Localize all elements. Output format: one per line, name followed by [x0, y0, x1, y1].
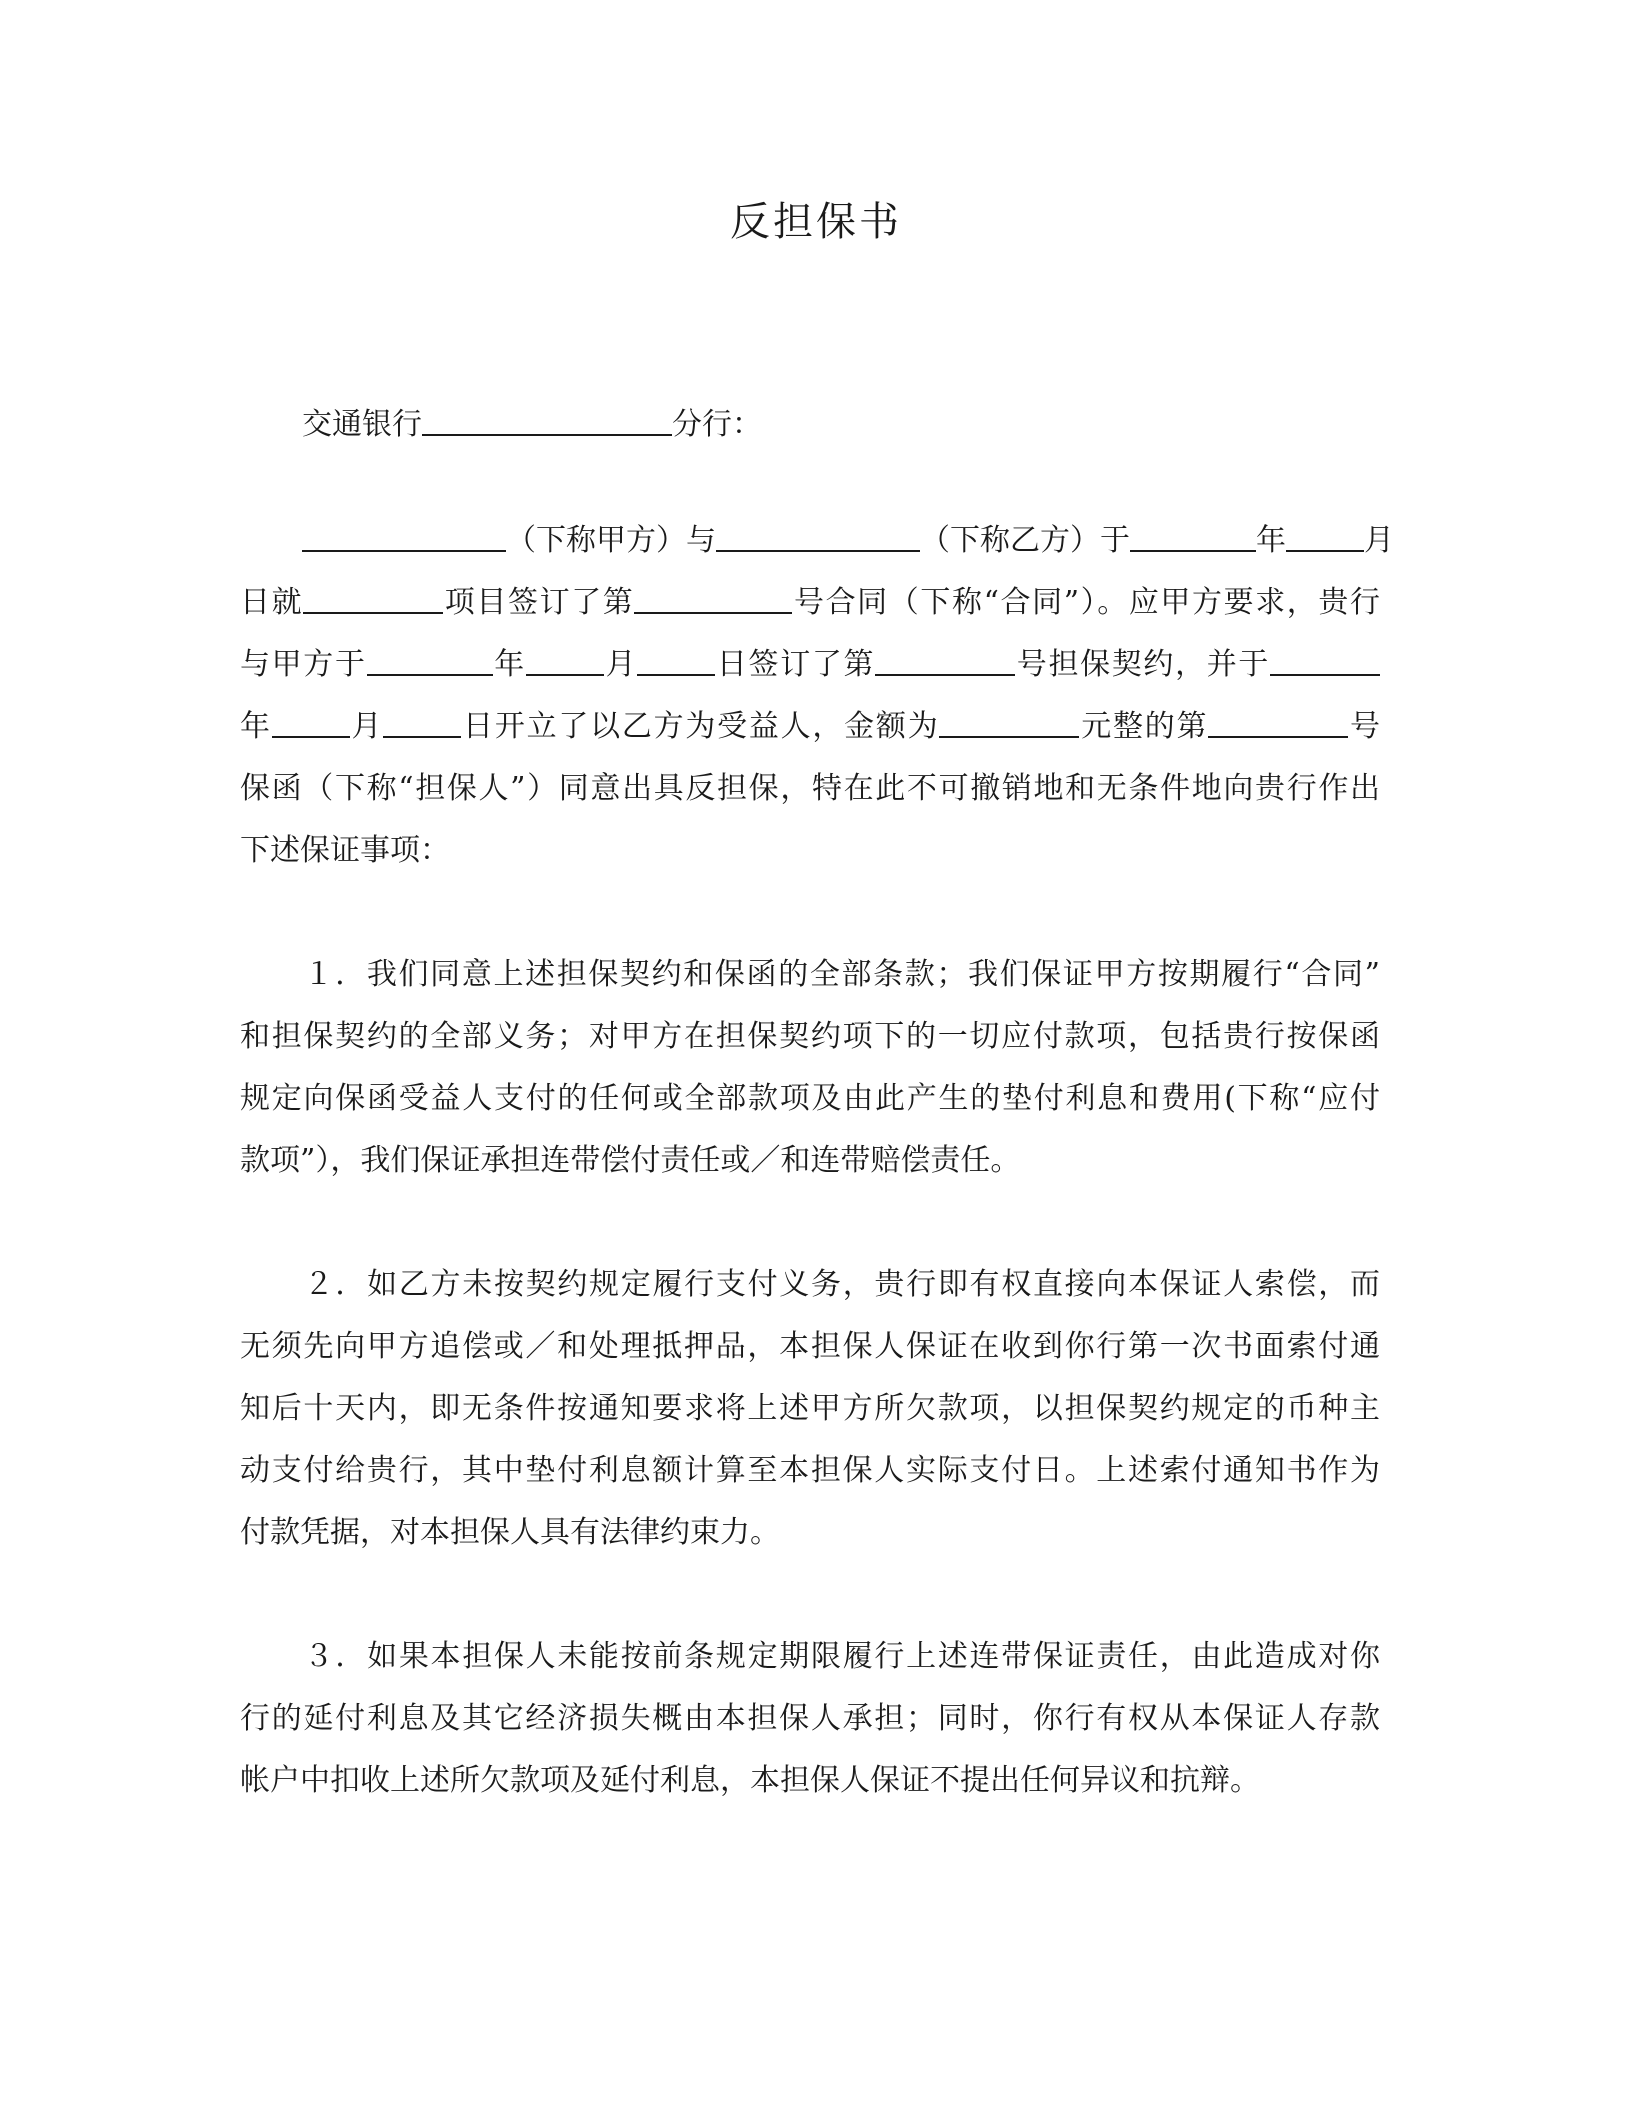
intro-text: 下述保证事项：: [240, 833, 450, 868]
salutation-suffix: 分行：: [672, 407, 762, 442]
issue-day-field[interactable]: [383, 710, 461, 738]
party-a-field[interactable]: [302, 524, 506, 552]
clause-text: 行的延付利息及其它经济损失概由本担保人承担；同时，你行有权从本保证人存款: [240, 1701, 1380, 1736]
project-name-field[interactable]: [303, 586, 443, 614]
guarantee-month-field[interactable]: [526, 648, 604, 676]
intro-text: 年: [492, 647, 526, 682]
issue-month-field[interactable]: [272, 710, 350, 738]
intro-text: 元整的第: [1079, 709, 1209, 744]
clause-1: [240, 944, 1380, 1192]
clause-text: 帐户中扣收上述所欠款项及延付利息，本担保人保证不提出任何异议和抗辩。: [240, 1763, 1260, 1798]
intro-text: 号合同（下称“合同”）。应甲方要求，贵行: [792, 585, 1381, 620]
intro-text: 号担保契约，并于: [1015, 647, 1271, 682]
intro-text: （下称甲方）与: [506, 523, 716, 558]
intro-text: 日签订了第: [715, 647, 876, 682]
intro-text: 月: [349, 709, 384, 744]
salutation: [240, 394, 1380, 456]
clause-text: ３．如果本担保人未能按前条规定期限履行上述连带保证责任，由此造成对你: [302, 1639, 1380, 1674]
clause-text: 付款凭据，对本担保人具有法律约束力。: [240, 1515, 780, 1550]
party-b-field[interactable]: [716, 524, 920, 552]
amount-field[interactable]: [939, 710, 1079, 738]
clause-text: 和担保契约的全部义务；对甲方在担保契约项下的一切应付款项，包括贵行按保函: [240, 1019, 1380, 1054]
clause-3: [240, 1626, 1380, 1812]
contract-year-field[interactable]: [1130, 524, 1256, 552]
intro-text: 与甲方于: [240, 647, 367, 682]
intro-text: 日开立了以乙方为受益人，金额为: [461, 709, 940, 744]
clause-text: 规定向保函受益人支付的任何或全部款项及由此产生的垫付利息和费用(下称“应付: [240, 1081, 1380, 1116]
contract-month-field[interactable]: [1286, 524, 1364, 552]
clause-text: 款项”），我们保证承担连带偿付责任或／和连带赔偿责任。: [240, 1143, 1021, 1178]
intro-text: 月: [1364, 523, 1394, 558]
contract-number-field[interactable]: [634, 586, 792, 614]
clause-2: [240, 1254, 1380, 1564]
intro-text: 月: [603, 647, 638, 682]
issue-year-field[interactable]: [1270, 648, 1380, 676]
guarantee-day-field[interactable]: [637, 648, 715, 676]
salutation-prefix: 交通银行: [302, 407, 422, 442]
document-title: 反担保书: [730, 199, 902, 245]
branch-name-field[interactable]: [422, 408, 672, 436]
letter-number-field[interactable]: [1208, 710, 1348, 738]
intro-text: 年: [1256, 523, 1286, 558]
clause-text: ２．如乙方未按契约规定履行支付义务，贵行即有权直接向本保证人索偿，而: [302, 1267, 1380, 1302]
intro-text: 号: [1348, 709, 1381, 744]
clause-text: 动支付给贵行，其中垫付利息额计算至本担保人实际支付日。上述索付通知书作为: [240, 1453, 1380, 1488]
clause-text: １．我们同意上述担保契约和保函的全部条款；我们保证甲方按期履行“合同”: [302, 957, 1380, 992]
intro-text: （下称乙方）于: [920, 523, 1130, 558]
intro-text: 年: [240, 709, 272, 744]
clause-text: 无须先向甲方追偿或／和处理抵押品，本担保人保证在收到你行第一次书面索付通: [240, 1329, 1380, 1364]
intro-paragraph: [240, 510, 1394, 882]
intro-text: 日就: [240, 585, 304, 620]
guarantee-number-field[interactable]: [875, 648, 1015, 676]
clause-text: 知后十天内，即无条件按通知要求将上述甲方所欠款项，以担保契约规定的币种主: [240, 1391, 1380, 1426]
intro-text: 保函（下称“担保人”）同意出具反担保，特在此不可撤销地和无条件地向贵行作出: [240, 771, 1380, 806]
intro-text: 项目签订了第: [443, 585, 635, 620]
guarantee-year-field[interactable]: [367, 648, 493, 676]
